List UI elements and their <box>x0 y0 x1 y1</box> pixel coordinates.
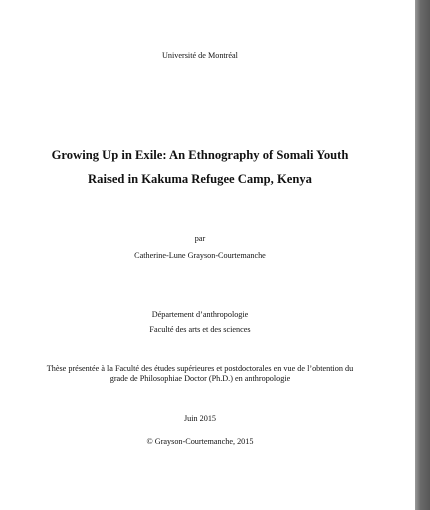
thesis-date: Juin 2015 <box>183 414 217 423</box>
thesis-statement-line-1: Thèse présentée à la Faculté des études supérieures et postdoctorales en vue de l’obtention du <box>46 364 354 373</box>
department-name: Département d’anthropologie <box>151 310 249 319</box>
thesis-title-line-2: Raised in Kakuma Refugee Camp, Kenya <box>88 172 312 186</box>
thesis-statement-line-2: grade de Philosophiae Doctor (Ph.D.) en anthropologie <box>109 374 291 383</box>
university-name: Université de Montréal <box>162 51 238 60</box>
by-label: par <box>194 234 206 243</box>
thesis-title-line-1: Growing Up in Exile: An Ethnography of Somali Youth <box>51 148 349 162</box>
viewer-background <box>415 0 430 510</box>
copyright-notice: © Grayson-Courtemanche, 2015 <box>146 437 254 446</box>
faculty-name: Faculté des arts et des sciences <box>149 325 251 334</box>
author-name: Catherine-Lune Grayson-Courtemanche <box>134 251 266 260</box>
